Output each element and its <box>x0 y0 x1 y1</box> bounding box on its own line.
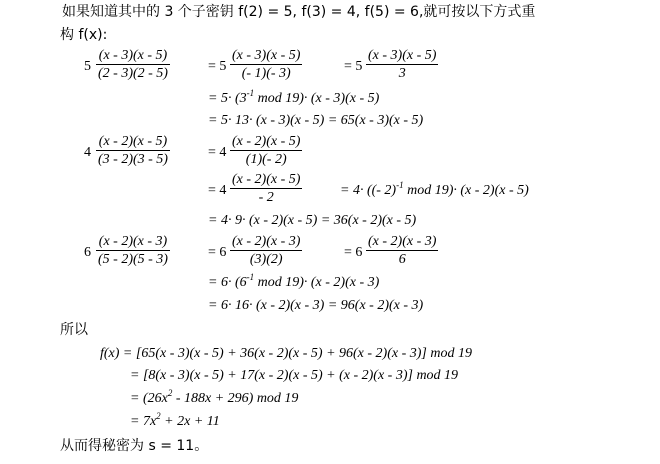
fraction-bar <box>230 188 302 189</box>
block2-frac3-num: (x - 2)(x - 5) <box>232 172 301 187</box>
final-line-4: = $7x^2 + 2x + 11$ <box>130 411 220 429</box>
fraction-bar <box>230 250 302 251</box>
block3-frac3-den: 6 <box>398 252 406 267</box>
block2-frac1-num: (x - 2)(x - 5) <box>98 134 168 149</box>
fraction-bar <box>366 250 438 251</box>
fraction-bar <box>366 64 438 65</box>
block3-line3: = 6· 16· (x - 2)(x - 3) = 96(x - 2)(x - 3) <box>208 298 424 313</box>
block1-coef: 5 <box>84 59 91 74</box>
block3-frac3-num: (x - 2)(x - 3) <box>368 234 437 249</box>
block2-coef: 4 <box>84 145 91 160</box>
final-line-1: f(x) = [65(x - 3)(x - 5) + 36(x - 2)(x - 5) + 96(x - 2)(x - 3)] mod 19 <box>100 346 472 361</box>
block2-frac2 <box>230 134 302 167</box>
block3-frac1 <box>96 234 170 267</box>
conclusion-line: 从而得秘密为 s = 11。 <box>60 438 209 454</box>
block1-eq2: = 5 <box>344 59 363 74</box>
block2-frac2-den: (1)(- 2) <box>245 152 287 167</box>
block2-eq1: = 4 <box>208 145 227 160</box>
fraction-bar <box>96 150 170 151</box>
block2-frac3 <box>230 172 302 205</box>
fraction-bar <box>96 250 170 251</box>
block3-frac1-den: (5 - 2)(5 - 3) <box>98 252 168 267</box>
block3-frac2-den: (3)(2) <box>249 252 283 267</box>
block3-frac2-num: (x - 2)(x - 3) <box>232 234 301 249</box>
block1-frac1-den: (2 - 3)(2 - 5) <box>98 66 168 81</box>
block2-frac1 <box>96 134 170 167</box>
block1-frac3 <box>366 48 438 81</box>
block3-line2: = $6\cdot (6^{-1}$ mod 19)· (x - 2)(x - 3) <box>208 272 380 290</box>
fraction-bar <box>230 150 302 151</box>
final-line-2: = [8(x - 3)(x - 5) + 17(x - 2)(x - 5) + (x - 2)(x - 3)] mod 19 <box>130 368 459 383</box>
block1-eq1: = 5 <box>208 59 227 74</box>
block2-line3: = 4· 9· (x - 2)(x - 5) = 36(x - 2)(x - 5) <box>208 213 417 228</box>
block2-frac1-den: (3 - 2)(3 - 5) <box>98 152 168 167</box>
block1-frac2-den: (- 1)(- 3) <box>241 66 291 81</box>
block3-coef: 6 <box>84 245 91 260</box>
block1-frac2 <box>230 48 302 81</box>
intro-line-1: 如果知道其中的 3 个子密钥 f(2) = 5, f(3) = 4, f(5) = 6,就可按以下方式重 <box>62 4 536 20</box>
block3-frac2 <box>230 234 302 267</box>
block3-frac1-num: (x - 2)(x - 3) <box>98 234 168 249</box>
final-line-3: = $(26x^2 - 188x + 296)$ mod 19 <box>130 388 299 406</box>
block3-frac3 <box>366 234 438 267</box>
block2-frac3-den: - 2 <box>258 190 274 205</box>
block1-frac2-num: (x - 3)(x - 5) <box>232 48 301 63</box>
block1-line2: = $5\cdot (3^{-1}$ mod 19)· (x - 3)(x - 5) <box>208 88 380 106</box>
block3-eq1: = 6 <box>208 245 227 260</box>
block3-eq2: = 6 <box>344 245 363 260</box>
block1-frac3-num: (x - 3)(x - 5) <box>368 48 437 63</box>
block2-frac2-num: (x - 2)(x - 5) <box>232 134 301 149</box>
intro-line-2: 构 f(x): <box>60 27 108 43</box>
fraction-bar <box>96 64 170 65</box>
block1-line3: = 5· 13· (x - 3)(x - 5) = 65(x - 3)(x - 5) <box>208 113 424 128</box>
suoyi-label: 所以 <box>60 322 88 338</box>
fraction-bar <box>230 64 302 65</box>
block2-line2: = 4· ((- 2)$^{-1}$ mod 19)· (x - 2)(x - 5) <box>340 180 529 198</box>
block1-frac1-num: (x - 3)(x - 5) <box>98 48 168 63</box>
block2-eq2: = 4 <box>208 183 227 198</box>
block1-frac1 <box>96 48 170 81</box>
block1-frac3-den: 3 <box>398 66 406 81</box>
